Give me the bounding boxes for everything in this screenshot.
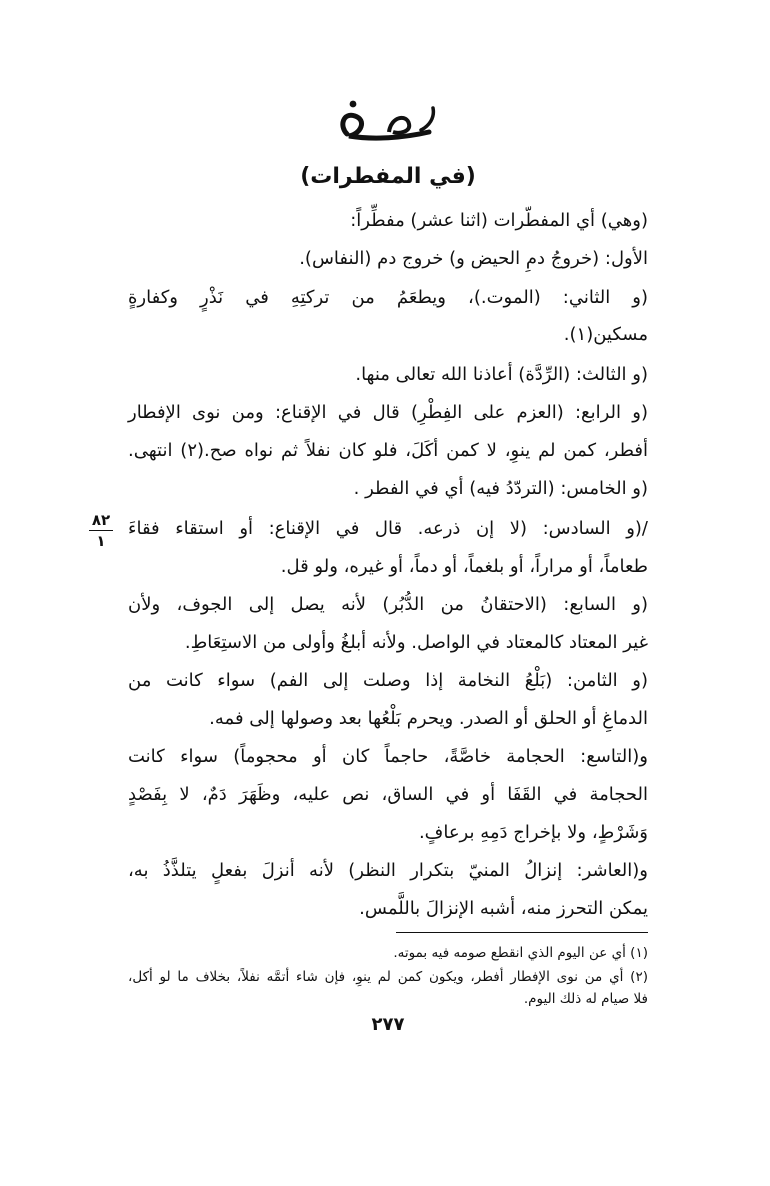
chapter-heading-ornament xyxy=(128,96,648,156)
text-line: الدماغِ أو الحلق أو الصدر. ويحرم بَلْعُها بعد وصولها إلى فمه. xyxy=(209,708,648,729)
folio-side: ١ xyxy=(96,532,106,550)
text-line: الحجامة في القَفَا أو في الساق، نص عليه، وظَهَرَ دَمٌ، لا بِفَصْدٍ xyxy=(128,784,648,805)
text-line: (و الرابع: (العزم على الفِطْرِ) قال في الإقناع: ومن نوى الإفطار xyxy=(128,402,648,423)
text-line: و(التاسع: الحجامة خاصَّةً، حاجماً كان أو محجوماً) سواء كانت xyxy=(128,746,648,767)
text-line: يمكن التحرز منه، أشبه الإنزالَ باللَّمس. xyxy=(359,898,648,919)
text-line: وَشَرْطٍ، ولا بإخراج دَمِهِ برعافٍ. xyxy=(418,822,648,843)
folio-number: ٨٢ xyxy=(91,511,111,529)
folio-divider xyxy=(89,530,113,531)
footnote-divider xyxy=(396,932,648,933)
chapter-subtitle: (في المفطرات) xyxy=(300,164,476,189)
text-line: /(و السادس: (لا إن ذرعه. قال في الإقناع: أو استقاء فقاءَ xyxy=(128,518,648,539)
text-line: (و الثاني: (الموت.)، ويطعَمُ من تركتِهِ في نَذْرٍ وكفارةٍ xyxy=(128,287,648,308)
text-line: غير المعتاد كالمعتاد في الواصل. ولأنه أبلغُ وأولى من الاستِعَاطِ. xyxy=(184,632,648,653)
footnote: (١) أي عن اليوم الذي انقطع صومه فيه بموته. xyxy=(393,945,648,961)
footnote: فلا صيام له ذلك اليوم. xyxy=(523,991,648,1007)
text-line: الأول: (خروجُ دمِ الحيض و) خروج دم (النفاس). xyxy=(299,248,648,269)
text-line: طعاماً، أو مراراً، أو بلغماً، أو دماً، أو غيره، ولو قل. xyxy=(280,556,648,577)
manuscript-folio-marker xyxy=(86,512,116,549)
text-line: مسكين(١). xyxy=(563,324,648,345)
chapter-title-calligraphy xyxy=(333,96,443,154)
text-line: (و الخامس: (التردّدُ فيه) أي في الفطر . xyxy=(353,478,648,499)
page-number: ٢٧٧ xyxy=(371,1014,405,1035)
footnote: (٢) أي من نوى الإفطار أفطر، ويكون كمن لم ينوِ، فإن شاء أتمَّه نفلاً، بخلاف ما لو أكل، xyxy=(128,969,648,985)
text-line: (و الثامن: (بَلْعُ النخامة إذا وصلت إلى الفم) سواء كانت من xyxy=(128,670,648,691)
text-line: (و الثالث: (الرِّدَّة) أعاذنا الله تعالى منها. xyxy=(355,364,648,385)
text-line: (وهي) أي المفطّرات (اثنا عشر) مفطِّراً: xyxy=(350,210,648,231)
text-line: أفطر، كمن لم ينوِ، لا كمن أكَلَ، فلو كان نفلاً ثم نواه صح.(٢) انتهى. xyxy=(128,440,648,461)
text-line: (و السابع: (الاحتقانُ من الدُّبُر) لأنه يصل إلى الجوف، ولأن xyxy=(128,594,648,615)
text-line: و(العاشر: إنزالُ المنيّ بتكرار النظر) لأنه أنزلَ بفعلٍ يتلذَّذُ به، xyxy=(128,860,648,881)
